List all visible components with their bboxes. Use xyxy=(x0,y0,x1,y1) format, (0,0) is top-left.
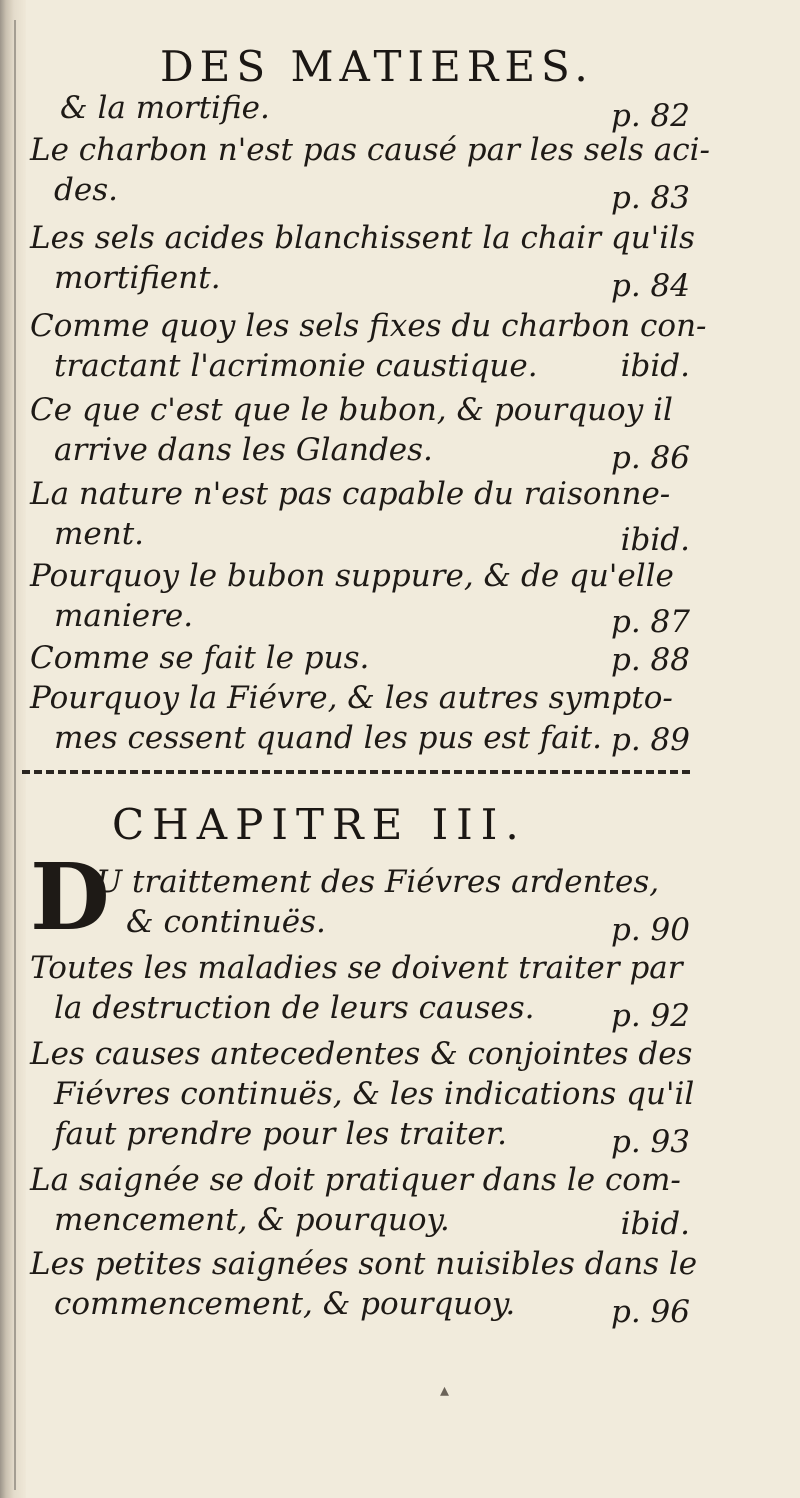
section-divider xyxy=(22,770,690,774)
entry-line: maniere. xyxy=(54,598,194,634)
entry-page: p. 87 xyxy=(611,604,690,640)
entry-line: Les petites saignées sont nuisibles dans le xyxy=(30,1246,698,1282)
entry-line: mortifient. xyxy=(54,260,221,296)
entry-line: Pourquoy la Fiévre, & les autres sympto- xyxy=(30,680,673,716)
toc-entry xyxy=(30,1034,695,1160)
entry-line: Les sels acides blanchissent la chair qu'ils xyxy=(30,220,695,256)
entry-line: mes cessent quand les pus est fait. xyxy=(54,720,602,756)
entry-line: Ce que c'est que le bubon, & pourquoy il xyxy=(30,392,673,428)
entry-line: Comme quoy les sels fixes du charbon con- xyxy=(30,308,707,344)
entry-line: & la mortifie. xyxy=(60,90,270,126)
toc-entry xyxy=(30,1160,690,1240)
entry-page: p. 84 xyxy=(611,268,690,304)
entry-line: La nature n'est pas capable du raisonne- xyxy=(30,476,671,512)
toc-entry xyxy=(30,390,690,476)
toc-entry xyxy=(30,1244,698,1330)
entry-page: ibid. xyxy=(620,1206,690,1242)
entry-line: U traittement des Fiévres ardentes, xyxy=(96,864,660,900)
gutter-shadow-line xyxy=(14,20,16,1490)
toc-entry xyxy=(30,638,690,678)
entry-page: p. 96 xyxy=(611,1294,690,1330)
entry-line: Comme se fait le pus. xyxy=(30,640,370,676)
entry-page: p. 89 xyxy=(611,722,690,758)
chapter-title: CHAPITRE III. xyxy=(112,800,527,849)
entry-page: p. 83 xyxy=(611,180,690,216)
entry-page: p. 82 xyxy=(611,98,690,134)
entry-page: p. 86 xyxy=(611,440,690,476)
toc-entry xyxy=(30,474,690,558)
entry-line: Toutes les maladies se doivent traiter par xyxy=(30,950,683,986)
toc-entry xyxy=(30,306,707,386)
entry-line: arrive dans les Glandes. xyxy=(54,432,433,468)
entry-page: p. 93 xyxy=(611,1124,690,1160)
toc-entry xyxy=(30,88,690,134)
entry-page: p. 90 xyxy=(611,912,690,948)
entry-line: la destruction de leurs causes. xyxy=(54,990,535,1026)
entry-page: p. 88 xyxy=(611,642,690,678)
entry-line: commencement, & pourquoy. xyxy=(54,1286,516,1322)
entry-line: ment. xyxy=(54,516,145,552)
entry-line: Le charbon n'est pas causé par les sels aci- xyxy=(30,132,710,168)
drop-cap: D xyxy=(30,843,110,951)
toc-entry xyxy=(30,130,710,216)
entry-line: Pourquoy le bubon suppure, & de qu'elle xyxy=(30,558,674,594)
toc-entry xyxy=(96,862,690,948)
entry-line: faut prendre pour les traiter. xyxy=(54,1116,507,1152)
entry-line: mencement, & pourquoy. xyxy=(54,1202,450,1238)
page-gutter xyxy=(0,0,26,1498)
toc-entry xyxy=(30,218,695,304)
entry-line: Fiévres continuës, & les indications qu'il xyxy=(54,1076,695,1112)
running-header: DES MATIERES. xyxy=(160,42,594,91)
entry-line: La saignée se doit pratiquer dans le com- xyxy=(30,1162,681,1198)
entry-page: ibid. xyxy=(620,522,690,558)
entry-line: tractant l'acrimonie caustique. xyxy=(54,348,538,384)
entry-line: Les causes antecedentes & conjointes des xyxy=(30,1036,693,1072)
entry-page: ibid. xyxy=(620,348,690,384)
toc-entry xyxy=(30,556,690,640)
entry-line: & continuës. xyxy=(126,904,326,940)
ink-mark: ▴ xyxy=(440,1380,450,1401)
toc-entry xyxy=(30,948,690,1034)
entry-line: des. xyxy=(54,172,118,208)
entry-page: p. 92 xyxy=(611,998,690,1034)
toc-entry xyxy=(30,678,690,758)
